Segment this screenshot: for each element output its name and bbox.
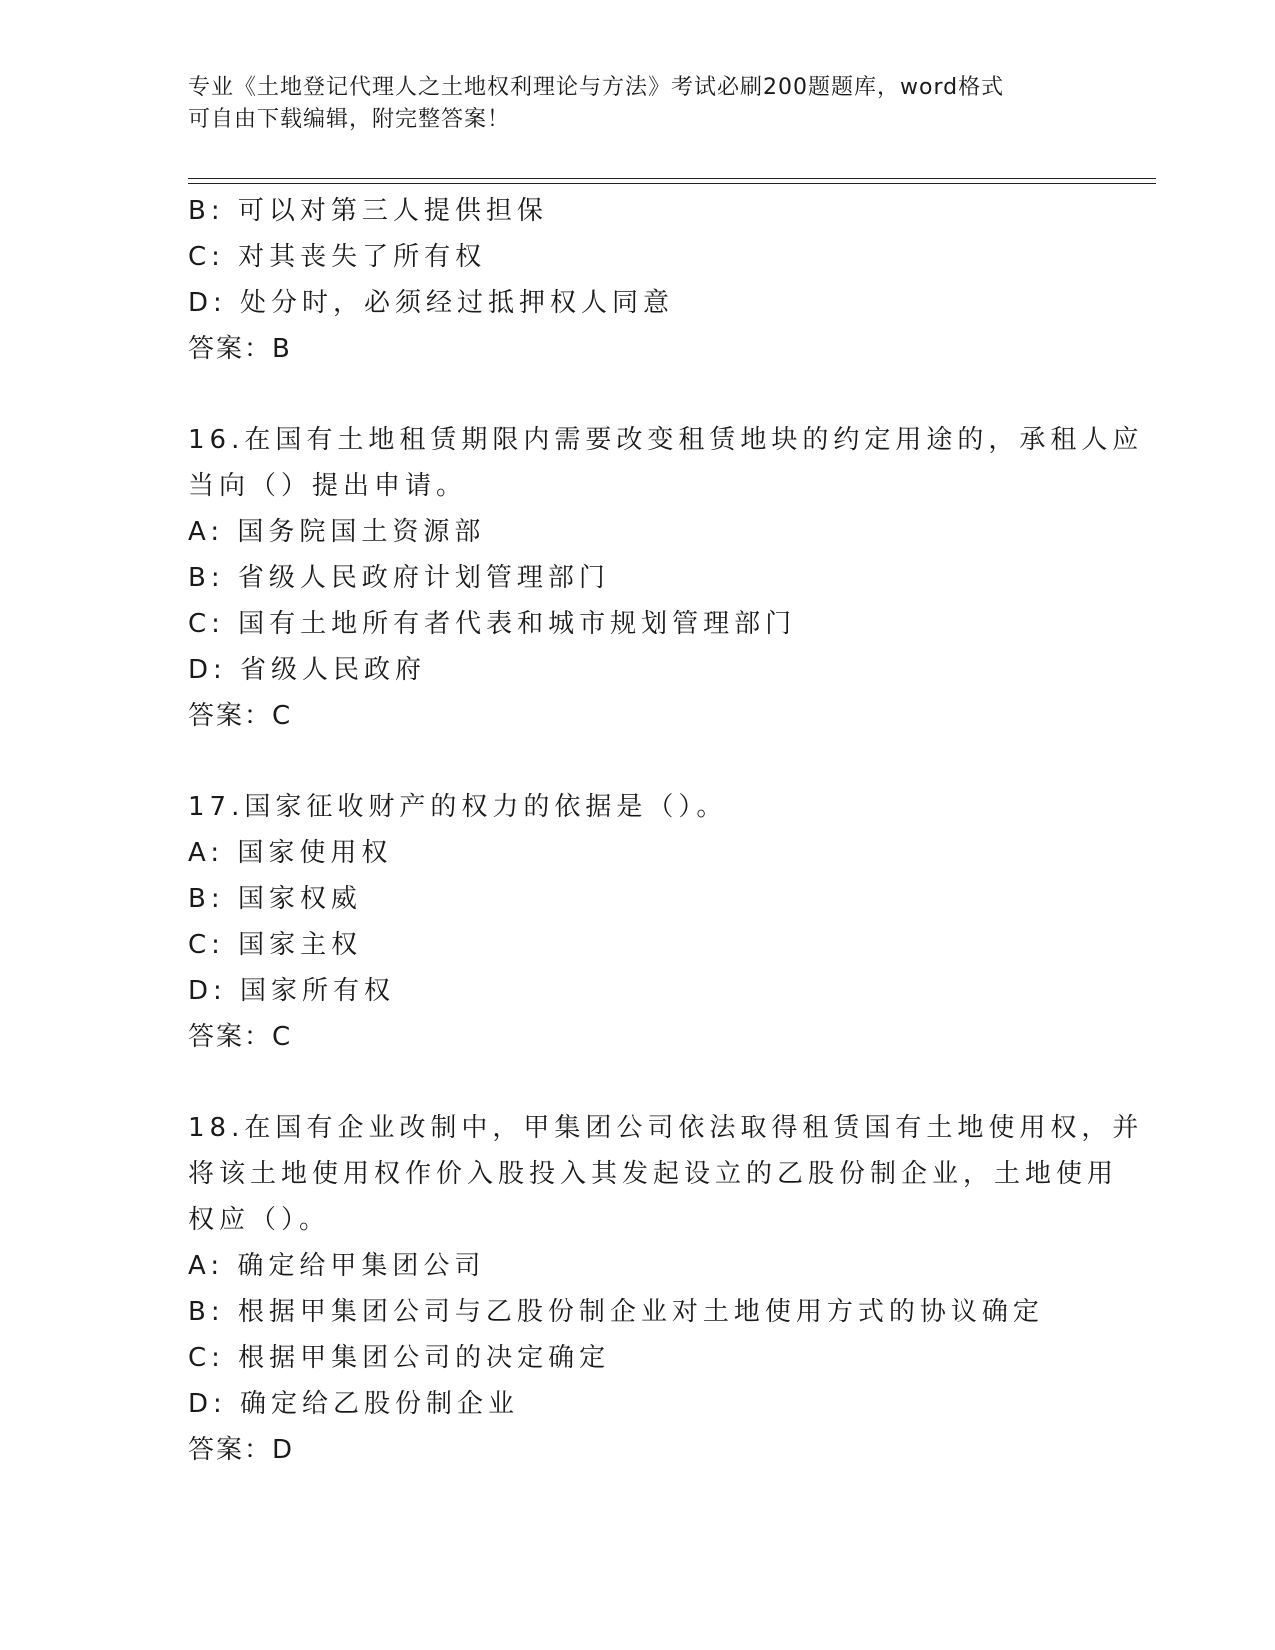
question-15-continued (188, 188, 1088, 372)
option-b: B: 可以对第三人提供担保 (188, 196, 548, 226)
option-a: A: 国家使用权 (188, 838, 393, 868)
option-a: A: 国务院国土资源部 (188, 517, 486, 547)
option-a: A: 确定给甲集团公司 (188, 1251, 486, 1281)
question-stem-line-2: 当向（）提出申请。 (188, 471, 468, 501)
question-stem-line-2: 将该土地使用权作价入股投入其发起设立的乙股份制企业，土地使用 (188, 1159, 1119, 1189)
option-c: C: 对其丧失了所有权 (188, 242, 487, 272)
option-b: B: 根据甲集团公司与乙股份制企业对土地使用方式的协议确定 (188, 1297, 1044, 1327)
header-divider-top (188, 178, 1156, 179)
question-17 (188, 784, 1088, 1060)
document-body (188, 188, 1144, 1473)
question-stem-line-3: 权应（）。 (188, 1205, 331, 1235)
document-header (188, 72, 1088, 136)
question-stem-line-1: 17.国家征收财产的权力的依据是（）。 (188, 792, 728, 822)
option-d: D: 处分时，必须经过抵押权人同意 (188, 288, 675, 318)
spacer (188, 1060, 1088, 1105)
answer-line: 答案：C (188, 701, 293, 731)
option-d: D: 确定给乙股份制企业 (188, 1389, 520, 1419)
answer-line: 答案：C (188, 1022, 293, 1052)
option-c: C: 根据甲集团公司的决定确定 (188, 1343, 611, 1373)
option-c: C: 国家主权 (188, 930, 363, 960)
answer-line: 答案：B (188, 334, 292, 364)
header-divider-bottom (188, 183, 1156, 184)
spacer (188, 372, 1088, 417)
question-16 (188, 417, 1144, 739)
option-b: B: 国家权威 (188, 884, 362, 914)
spacer (188, 739, 1088, 784)
answer-line: 答案：D (188, 1435, 295, 1465)
option-b: B: 省级人民政府计划管理部门 (188, 563, 610, 593)
question-stem-line-1: 16.在国有土地租赁期限内需要改变租赁地块的约定用途的，承租人应 (188, 425, 1144, 455)
header-line-2: 可自由下载编辑，附完整答案！ (188, 107, 511, 132)
option-d: D: 省级人民政府 (188, 655, 427, 685)
question-stem-line-1: 18.在国有企业改制中，甲集团公司依法取得租赁国有土地使用权，并 (188, 1113, 1144, 1143)
option-d: D: 国家所有权 (188, 976, 396, 1006)
question-18 (188, 1105, 1144, 1473)
header-line-1: 专业《土地登记代理人之土地权利理论与方法》考试必刷200题题库，word格式 (188, 75, 1005, 100)
option-c: C: 国有土地所有者代表和城市规划管理部门 (188, 609, 797, 639)
